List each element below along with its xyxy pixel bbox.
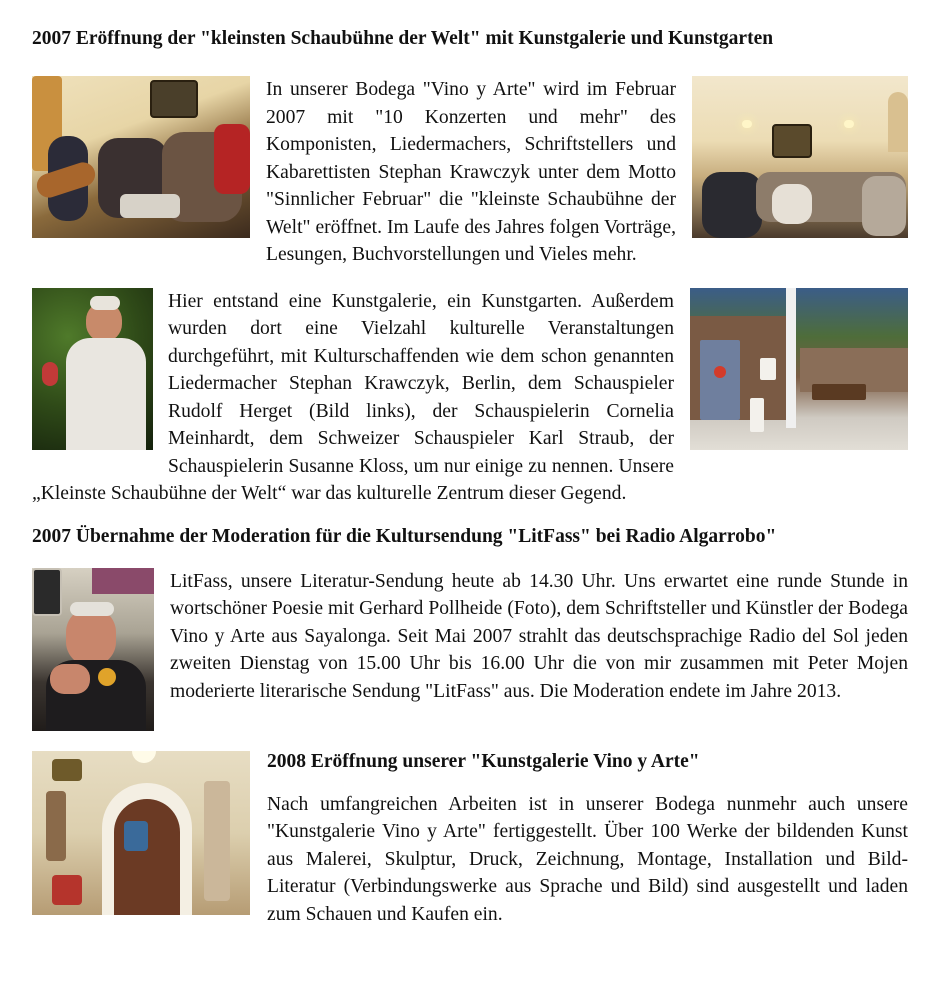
section-text-kunstgalerie-garten: Hier entstand eine Kunstgalerie, ein Kunstgarten. Außerdem wurden dort eine Vielzahl kulturelle Veranstaltungen durchgeführt, mit Kulturschaffenden wie dem schon genannten Liedermacher Stephan Krawczyk, Berlin, dem Schauspieler Rudolf Herget (Bild links), der Schauspielerin Cornelia Meinhardt, dem Schweizer Schauspieler Karl Straub, der Schauspielerin Susanne Kloss, um nur einige zu nennen. Unsere „Kleinste Schaubühne der Welt“ war das kulturelle Zentrum dieser Gegend. bbox=[32, 290, 674, 504]
section-heading-2007-schaubuehne: 2007 Eröffnung der "kleinsten Schaubühne der Welt" mit Kunstgalerie und Kunstgarten bbox=[32, 28, 774, 49]
photo-art-garden bbox=[690, 288, 908, 450]
section-heading-2007-litfass: 2007 Übernahme der Moderation für die Kultursendung "LitFass" bei Radio Algarrobo" bbox=[32, 525, 777, 547]
photo-gallery-interior bbox=[32, 751, 250, 915]
photo-evening-gathering bbox=[692, 76, 908, 238]
photo-concert-guitar bbox=[32, 76, 250, 238]
section-heading-2008-kunstgalerie: 2008 Eröffnung unserer "Kunstgalerie Vino y Arte" bbox=[267, 750, 700, 772]
section-text-litfass: LitFass, unsere Literatur-Sendung heute ab 14.30 Uhr. Uns erwartet eine runde Stunde in wortschöner Poesie mit Gerhard Pollheide (Foto), dem Schriftsteller und Künstler der Bodega Vino y Arte aus Sayalonga. Seit Mai 2007 strahlt das deutschsprachige Radio del Sol jeden zweiten Dienstag von 15.00 Uhr bis 16.00 Uhr die von mir zusammen mit Peter Mojen moderierte literarische Sendung "LitFass" aus. Die Moderation endete im Jahre 2013. bbox=[170, 570, 908, 702]
photo-actor-rudolf-herget bbox=[32, 288, 153, 450]
article bbox=[32, 22, 908, 928]
section-text-2008-kunstgalerie: Nach umfangreichen Arbeiten ist in unserer Bodega nunmehr auch unsere "Kunstgalerie Vino y Arte" fertiggestellt. Über 100 Werke der bildenden Kunst aus Malerei, Skulptur, Druck, Zeichnung, Montage, Installation und Bild-Literatur (Verbindungswerke aus Sprache und Bild) sind ausgestellt und laden zum Schauen und Kaufen ein. bbox=[267, 793, 908, 925]
section-text-2007-schaubuehne: In unserer Bodega "Vino y Arte" wird im Februar 2007 mit "10 Konzerten und mehr" des Komponisten, Liedermachers, Schriftstellers und Kabarettisten Stephan Krawczyk unter dem Motto "Sinnlicher Februar" die "kleinste Schaubühne der Welt" eröffnet. Im Laufe des Jahres folgen Vorträge, Lesungen, Buchvorstellungen und Vieles mehr. bbox=[266, 79, 676, 265]
photo-radio-microphone bbox=[32, 568, 154, 731]
